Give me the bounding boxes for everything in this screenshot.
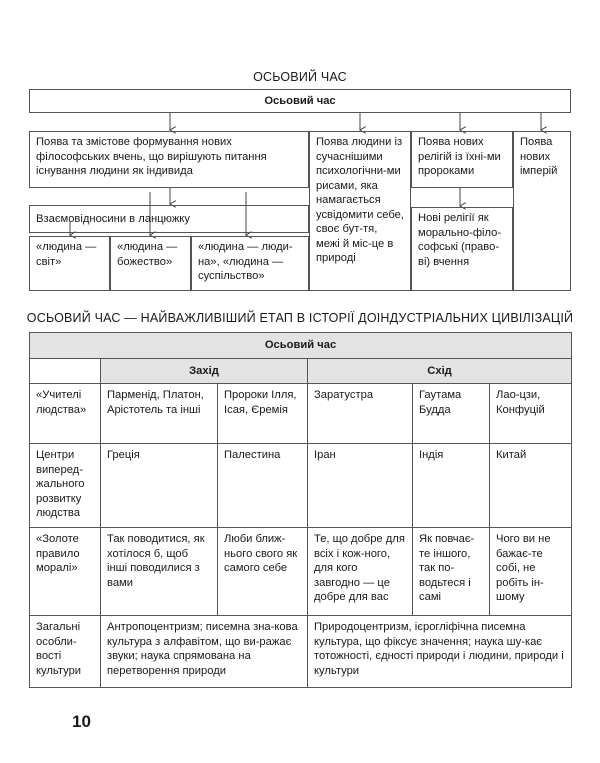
table-cell: Індія <box>413 444 490 528</box>
table-row <box>30 444 572 528</box>
table-cell: Палестина <box>218 444 308 528</box>
row-label: Центри виперед-жального розвитку людства <box>30 444 101 528</box>
table-row <box>30 528 572 616</box>
diagram-col1-box: Поява та змістове формування нових філософських вчень, що вирішують питання існування людини як індивида <box>29 131 309 188</box>
axial-age-table <box>29 332 572 688</box>
diagram-heading: ОСЬОВИЙ ЧАС <box>253 70 347 84</box>
table-cell: Заратустра <box>308 384 413 444</box>
table-cell: Так поводитися, як хотілося б, щоб інші поводилися з вами <box>101 528 218 616</box>
table-cell: Пророки Ілля, Ісая, Єремія <box>218 384 308 444</box>
table-heading: ОСЬОВИЙ ЧАС — НАЙВАЖЛИВІШИЙ ЕТАП В ІСТОРІЇ ДОІНДУСТРІАЛЬНИХ ЦИВІЛІЗАЦІЙ <box>26 311 574 325</box>
row-label: Загальні особли-вості культури <box>30 616 101 688</box>
table-cell-east: Природоцентризм, ієрогліфічна писемна культура, що фіксує значення; наука шу-кає тотожності, єдності природи і людини, природи і культури <box>308 616 572 688</box>
diagram-chain-3: «людина — люди-на», «людина — суспільство» <box>191 236 309 291</box>
row-label: «Золоте правило моралі» <box>30 528 101 616</box>
table-row <box>30 384 572 444</box>
table-title: Осьовий час <box>30 333 572 359</box>
page-number: 10 <box>72 712 91 731</box>
diagram-chain-2: «людина — божество» <box>110 236 191 291</box>
diagram-col2-box: Поява людини із сучаснішими психологічни-ми рисами, яка намагається усвідомити себе, своє бут-тя, межі й міс-це в природі <box>309 131 411 291</box>
table-corner <box>30 358 101 384</box>
table-cell: Люби ближ-нього свого як самого себе <box>218 528 308 616</box>
row-label: «Учителі людства» <box>30 384 101 444</box>
table-cell: Чого ви не бажає-те собі, не робіть ін-шому <box>490 528 572 616</box>
diagram-col1-sub-box: Взаємовідносини в ланцюжку <box>29 205 309 233</box>
diagram-chain-1: «людина — світ» <box>29 236 110 291</box>
table-header-east: Схід <box>308 358 572 384</box>
table-cell: Парменід, Платон, Арістотель та інші <box>101 384 218 444</box>
table-cell: Гаутама Будда <box>413 384 490 444</box>
table-cell-west: Антропоцентризм; писемна зна-кова культура з алфавітом, що ви-ражає звуки; наука спрямована на перетворення природи <box>101 616 308 688</box>
diagram-col4-box: Поява нових імперій <box>513 131 571 291</box>
diagram-top-box: Осьовий час <box>29 89 571 113</box>
table-cell: Греція <box>101 444 218 528</box>
table-row <box>30 616 572 688</box>
table-header-west: Захід <box>101 358 308 384</box>
table-cell: Китай <box>490 444 572 528</box>
diagram-col3-box: Поява нових релігій із їхні-ми пророками <box>411 131 513 188</box>
table-cell: Те, що добре для всіх і кож-ного, для кого завгодно — це добре для вас <box>308 528 413 616</box>
table-cell: Як повчає-те іншого, так по-водьтеся і самі <box>413 528 490 616</box>
diagram-col3-sub-box: Нові релігії як морально-філо-софські (право-ві) вчення <box>411 207 513 291</box>
table-cell: Лао-цзи, Конфуцій <box>490 384 572 444</box>
table-cell: Іран <box>308 444 413 528</box>
